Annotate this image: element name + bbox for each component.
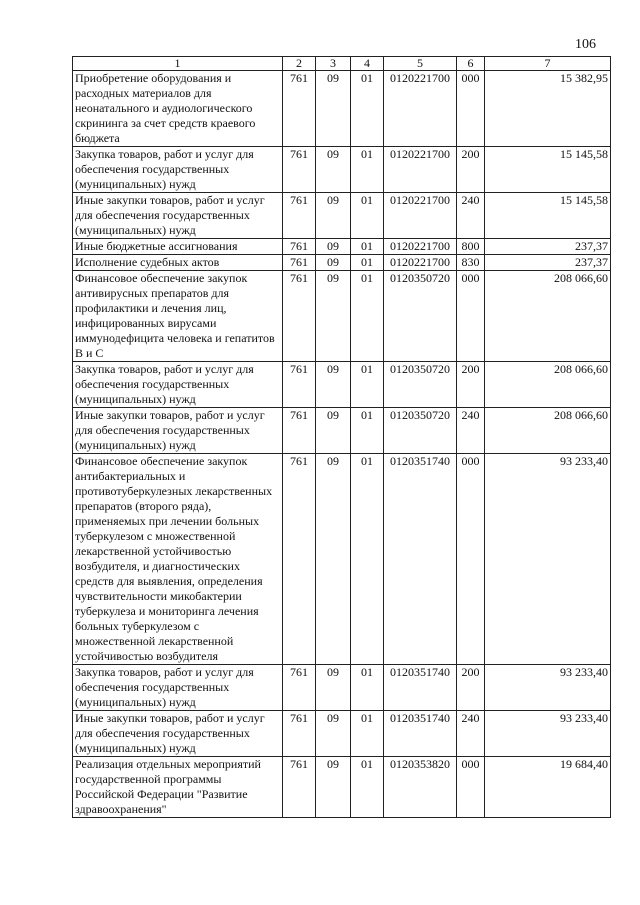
table-row [73, 255, 611, 271]
row-amount: 208 066,60 [485, 271, 611, 362]
row-subsection: 01 [351, 147, 384, 193]
row-expense-type: 200 [457, 147, 485, 193]
row-expense-type: 830 [457, 255, 485, 271]
row-ved-code: 761 [283, 71, 316, 147]
table-row [73, 711, 611, 757]
row-subsection: 01 [351, 408, 384, 454]
row-name: Иные закупки товаров, работ и услуг для обеспечения государственных (муниципальных) нужд [73, 408, 283, 454]
row-ved-code: 761 [283, 271, 316, 362]
row-ved-code: 761 [283, 255, 316, 271]
row-ved-code: 761 [283, 362, 316, 408]
row-amount: 93 233,40 [485, 665, 611, 711]
table-row [73, 147, 611, 193]
row-ved-code: 761 [283, 147, 316, 193]
row-target-article: 0120221700 [384, 147, 457, 193]
row-section: 09 [316, 408, 351, 454]
row-section: 09 [316, 362, 351, 408]
row-subsection: 01 [351, 239, 384, 255]
row-expense-type: 000 [457, 454, 485, 665]
col-header-1: 1 [73, 57, 283, 71]
table-row [73, 757, 611, 818]
row-amount: 208 066,60 [485, 362, 611, 408]
table-row [73, 239, 611, 255]
col-header-2: 2 [283, 57, 316, 71]
row-expense-type: 240 [457, 193, 485, 239]
row-amount: 237,37 [485, 239, 611, 255]
row-subsection: 01 [351, 711, 384, 757]
col-header-4: 4 [351, 57, 384, 71]
row-name: Реализация отдельных мероприятий государственной программы Российской Федерации "Развитие здравоохранения" [73, 757, 283, 818]
row-subsection: 01 [351, 271, 384, 362]
table-row [73, 71, 611, 147]
row-section: 09 [316, 665, 351, 711]
row-ved-code: 761 [283, 711, 316, 757]
row-expense-type: 000 [457, 271, 485, 362]
row-target-article: 0120351740 [384, 711, 457, 757]
row-section: 09 [316, 757, 351, 818]
row-subsection: 01 [351, 71, 384, 147]
row-ved-code: 761 [283, 408, 316, 454]
row-ved-code: 761 [283, 239, 316, 255]
table-row [73, 362, 611, 408]
row-name: Закупка товаров, работ и услуг для обеспечения государственных (муниципальных) нужд [73, 665, 283, 711]
row-section: 09 [316, 271, 351, 362]
row-expense-type: 240 [457, 408, 485, 454]
col-header-6: 6 [457, 57, 485, 71]
row-target-article: 0120350720 [384, 408, 457, 454]
row-name: Приобретение оборудования и расходных материалов для неонатального и аудиологического скрининга за счет средств краевого бюджета [73, 71, 283, 147]
row-subsection: 01 [351, 193, 384, 239]
row-amount: 15 382,95 [485, 71, 611, 147]
row-amount: 93 233,40 [485, 454, 611, 665]
row-subsection: 01 [351, 255, 384, 271]
row-expense-type: 000 [457, 757, 485, 818]
row-target-article: 0120221700 [384, 239, 457, 255]
row-amount: 208 066,60 [485, 408, 611, 454]
row-ved-code: 761 [283, 665, 316, 711]
table-row [73, 193, 611, 239]
row-expense-type: 240 [457, 711, 485, 757]
row-section: 09 [316, 239, 351, 255]
budget-table [72, 56, 611, 818]
row-target-article: 0120221700 [384, 255, 457, 271]
table-row [73, 454, 611, 665]
row-name: Закупка товаров, работ и услуг для обеспечения государственных (муниципальных) нужд [73, 362, 283, 408]
row-name: Закупка товаров, работ и услуг для обеспечения государственных (муниципальных) нужд [73, 147, 283, 193]
row-ved-code: 761 [283, 454, 316, 665]
row-target-article: 0120221700 [384, 193, 457, 239]
row-section: 09 [316, 255, 351, 271]
row-expense-type: 200 [457, 362, 485, 408]
col-header-3: 3 [316, 57, 351, 71]
row-name: Иные закупки товаров, работ и услуг для обеспечения государственных (муниципальных) нужд [73, 193, 283, 239]
row-section: 09 [316, 71, 351, 147]
row-section: 09 [316, 711, 351, 757]
row-name: Иные бюджетные ассигнования [73, 239, 283, 255]
row-ved-code: 761 [283, 193, 316, 239]
table-row [73, 665, 611, 711]
row-target-article: 0120351740 [384, 454, 457, 665]
row-amount: 19 684,40 [485, 757, 611, 818]
row-ved-code: 761 [283, 757, 316, 818]
row-section: 09 [316, 147, 351, 193]
row-subsection: 01 [351, 362, 384, 408]
row-amount: 237,37 [485, 255, 611, 271]
row-subsection: 01 [351, 665, 384, 711]
row-expense-type: 000 [457, 71, 485, 147]
col-header-7: 7 [485, 57, 611, 71]
row-name: Иные закупки товаров, работ и услуг для обеспечения государственных (муниципальных) нужд [73, 711, 283, 757]
table-row [73, 408, 611, 454]
header-row [73, 57, 611, 71]
row-amount: 93 233,40 [485, 711, 611, 757]
row-target-article: 0120350720 [384, 271, 457, 362]
row-name: Финансовое обеспечение закупок антибактериальных и противотуберкулезных лекарственных препаратов (второго ряда), применяемых при лечении больных туберкулезом с множественной лекарственной устойчивостью возбудителя, и диагностических средств для выявления, определения чувствительности микобактерии туберкулеза и мониторинга лечения больных туберкулезом с множественной лекарственной устойчивостью возбудителя [73, 454, 283, 665]
page-number: 106 [575, 37, 596, 52]
row-section: 09 [316, 193, 351, 239]
row-subsection: 01 [351, 454, 384, 665]
row-expense-type: 800 [457, 239, 485, 255]
row-expense-type: 200 [457, 665, 485, 711]
row-name: Исполнение судебных актов [73, 255, 283, 271]
row-section: 09 [316, 454, 351, 665]
row-target-article: 0120351740 [384, 665, 457, 711]
row-amount: 15 145,58 [485, 147, 611, 193]
row-target-article: 0120350720 [384, 362, 457, 408]
row-amount: 15 145,58 [485, 193, 611, 239]
row-target-article: 0120221700 [384, 71, 457, 147]
row-subsection: 01 [351, 757, 384, 818]
table-row [73, 271, 611, 362]
row-name: Финансовое обеспечение закупок антивирусных препаратов для профилактики и лечения лиц, инфицированных вирусами иммунодефицита человека и гепатитов В и С [73, 271, 283, 362]
row-target-article: 0120353820 [384, 757, 457, 818]
col-header-5: 5 [384, 57, 457, 71]
